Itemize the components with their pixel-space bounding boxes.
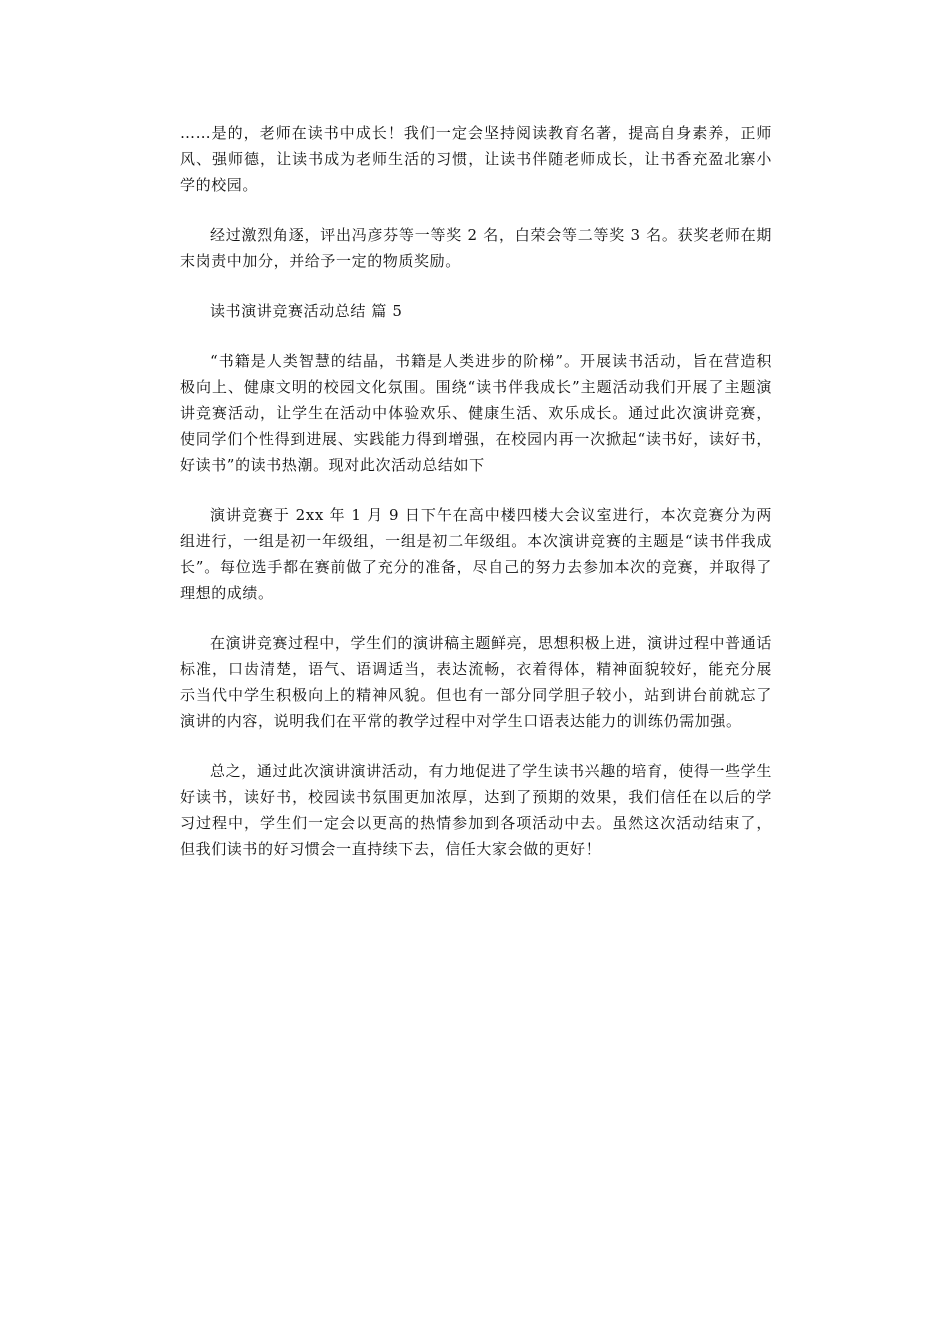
paragraph-conclusion: 总之，通过此次演讲演讲活动，有力地促进了学生读书兴趣的培育，使得一些学生好读书，读好书，校园读书氛围更加浓厚，达到了预期的效果，我们信任在以后的学习过程中，学生们一定会以更高的热情参加到各项活动中去。虽然这次活动结束了，但我们读书的好习惯会一直持续下去，信任大家会做的更好！ xyxy=(180,762,772,858)
paragraph-contest-process: 在演讲竞赛过程中，学生们的演讲稿主题鲜亮，思想积极上进，演讲过程中普通话标准，口齿清楚，语气、语调适当，表达流畅，衣着得体，精神面貌较好，能充分展示当代中学生积极向上的精神风貌。但也有一部分同学胆子较小，站到讲台前就忘了演讲的内容，说明我们在平常的教学过程中对学生口语表达能力的训练仍需加强。 xyxy=(180,634,772,730)
paragraph-contest-details: 演讲竞赛于 2xx 年 1 月 9 日下午在高中楼四楼大会议室进行，本次竞赛分为两组进行，一组是初一年级组，一组是初二年级组。本次演讲竞赛的主题是“读书伴我成长”。每位选手都在赛前做了充分的准备，尽自己的努力去参加本次的竞赛，并取得了理想的成绩。 xyxy=(180,506,772,602)
paragraph-closing-teachers: ……是的，老师在读书中成长！我们一定会坚持阅读教育名著，提高自身素养，正师风、强师德，让读书成为老师生活的习惯，让读书伴随老师成长，让书香充盈北寨小学的校园。 xyxy=(180,124,772,194)
section-heading: 读书演讲竞赛活动总结 篇 5 xyxy=(210,302,403,320)
paragraph-award-results: 经过激烈角逐，评出冯彦芬等一等奖 2 名，白荣会等二等奖 3 名。获奖老师在期末岗责中加分，并给予一定的物质奖励。 xyxy=(180,226,772,270)
document-page xyxy=(180,120,772,862)
paragraph-intro: “书籍是人类智慧的结晶，书籍是人类进步的阶梯”。开展读书活动，旨在营造积极向上、健康文明的校园文化氛围。围绕“读书伴我成长”主题活动我们开展了主题演讲竞赛活动，让学生在活动中体验欢乐、健康生活、欢乐成长。通过此次演讲竞赛，使同学们个性得到进展、实践能力得到增强，在校园内再一次掀起“读书好，读好书，好读书”的读书热潮。现对此次活动总结如下 xyxy=(180,352,772,474)
